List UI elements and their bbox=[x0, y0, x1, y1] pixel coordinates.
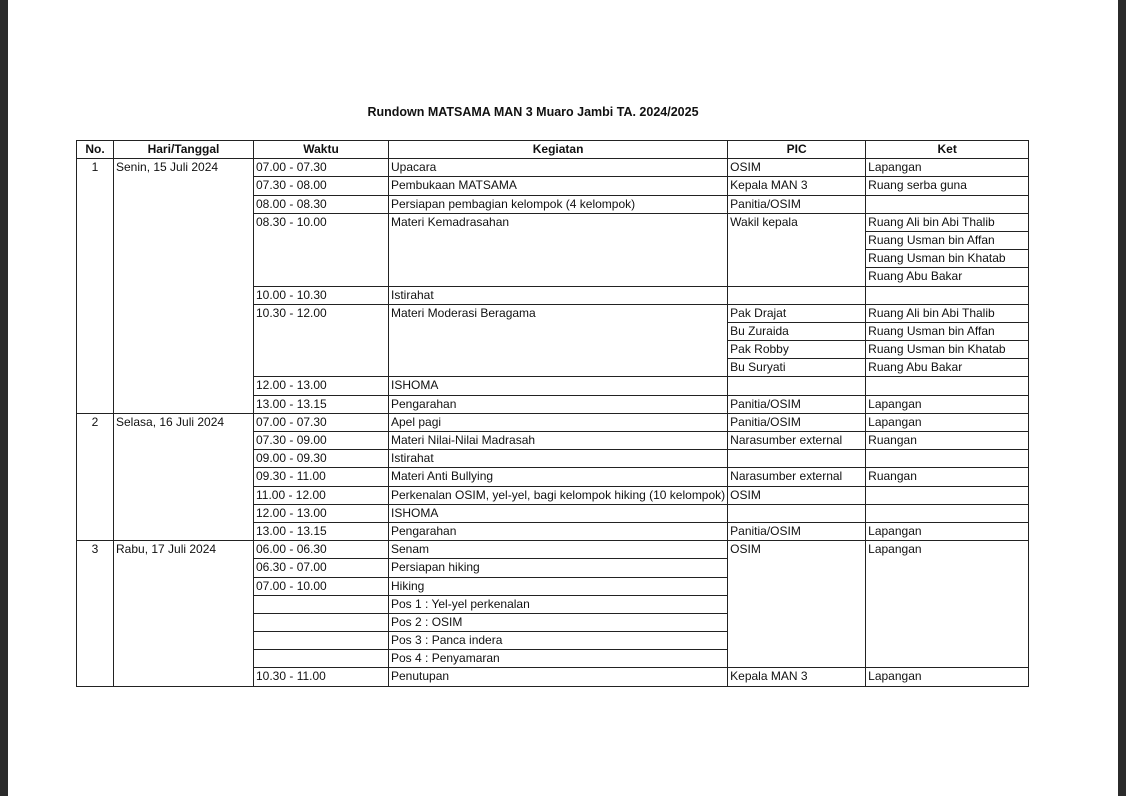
pic-cell: Wakil kepala bbox=[728, 213, 866, 286]
time-cell: 09.30 - 11.00 bbox=[254, 468, 389, 486]
pic-cell: Pak Drajat bbox=[728, 304, 866, 322]
activity-cell: Penutupan bbox=[389, 668, 728, 686]
pic-cell bbox=[728, 504, 866, 522]
pic-cell: Bu Zuraida bbox=[728, 322, 866, 340]
time-cell bbox=[254, 613, 389, 631]
time-cell: 08.00 - 08.30 bbox=[254, 195, 389, 213]
activity-cell: Istirahat bbox=[389, 286, 728, 304]
activity-cell: ISHOMA bbox=[389, 377, 728, 395]
pic-cell bbox=[728, 286, 866, 304]
table-row bbox=[77, 413, 1029, 431]
time-cell: 07.00 - 07.30 bbox=[254, 159, 389, 177]
activity-cell: Apel pagi bbox=[389, 413, 728, 431]
ket-cell: Ruang Ali bin Abi Thalib bbox=[866, 213, 1029, 231]
activity-cell: Persiapan hiking bbox=[389, 559, 728, 577]
ket-cell: Lapangan bbox=[866, 522, 1029, 540]
pic-cell: Panitia/OSIM bbox=[728, 522, 866, 540]
ket-cell: Ruang Usman bin Affan bbox=[866, 231, 1029, 249]
activity-cell: Pos 4 : Penyamaran bbox=[389, 650, 728, 668]
ket-cell: Lapangan bbox=[866, 668, 1029, 686]
table-row bbox=[77, 159, 1029, 177]
activity-cell: Materi Kemadrasahan bbox=[389, 213, 728, 286]
activity-cell: Materi Anti Bullying bbox=[389, 468, 728, 486]
pic-cell: Narasumber external bbox=[728, 432, 866, 450]
activity-cell: Senam bbox=[389, 541, 728, 559]
ket-cell: Ruang serba guna bbox=[866, 177, 1029, 195]
ket-cell: Ruangan bbox=[866, 468, 1029, 486]
ket-cell bbox=[866, 450, 1029, 468]
time-cell: 12.00 - 13.00 bbox=[254, 377, 389, 395]
ket-cell: Lapangan bbox=[866, 395, 1029, 413]
time-cell: 10.30 - 11.00 bbox=[254, 668, 389, 686]
day-number: 2 bbox=[77, 413, 114, 540]
time-cell: 06.30 - 07.00 bbox=[254, 559, 389, 577]
ket-cell: Ruang Abu Bakar bbox=[866, 268, 1029, 286]
time-cell: 12.00 - 13.00 bbox=[254, 504, 389, 522]
activity-cell: Pos 2 : OSIM bbox=[389, 613, 728, 631]
day-date: Selasa, 16 Juli 2024 bbox=[114, 413, 254, 540]
header-activity: Kegiatan bbox=[389, 141, 728, 159]
ket-cell bbox=[866, 486, 1029, 504]
pic-cell: OSIM bbox=[728, 159, 866, 177]
ket-cell bbox=[866, 377, 1029, 395]
header-row bbox=[77, 141, 1029, 159]
activity-cell: Persiapan pembagian kelompok (4 kelompok) bbox=[389, 195, 728, 213]
pic-cell: OSIM bbox=[728, 486, 866, 504]
header-time: Waktu bbox=[254, 141, 389, 159]
pic-cell bbox=[728, 377, 866, 395]
ket-cell: Lapangan bbox=[866, 413, 1029, 431]
pic-cell: Narasumber external bbox=[728, 468, 866, 486]
time-cell: 07.00 - 07.30 bbox=[254, 413, 389, 431]
activity-cell: Hiking bbox=[389, 577, 728, 595]
pic-cell: Panitia/OSIM bbox=[728, 195, 866, 213]
activity-cell: Pos 3 : Panca indera bbox=[389, 632, 728, 650]
ket-cell: Ruang Ali bin Abi Thalib bbox=[866, 304, 1029, 322]
time-cell bbox=[254, 595, 389, 613]
ket-cell: Lapangan bbox=[866, 159, 1029, 177]
activity-cell: Materi Moderasi Beragama bbox=[389, 304, 728, 377]
activity-cell: Pembukaan MATSAMA bbox=[389, 177, 728, 195]
activity-cell: Pengarahan bbox=[389, 395, 728, 413]
rundown-table bbox=[76, 140, 1029, 687]
time-cell: 10.00 - 10.30 bbox=[254, 286, 389, 304]
ket-cell: Ruang Abu Bakar bbox=[866, 359, 1029, 377]
time-cell: 07.30 - 09.00 bbox=[254, 432, 389, 450]
time-cell: 11.00 - 12.00 bbox=[254, 486, 389, 504]
ket-cell bbox=[866, 504, 1029, 522]
time-cell: 08.30 - 10.00 bbox=[254, 213, 389, 286]
ket-cell: Ruangan bbox=[866, 432, 1029, 450]
time-cell: 13.00 - 13.15 bbox=[254, 522, 389, 540]
ket-cell bbox=[866, 286, 1029, 304]
activity-cell: Perkenalan OSIM, yel-yel, bagi kelompok hiking (10 kelompok) bbox=[389, 486, 728, 504]
activity-cell: Upacara bbox=[389, 159, 728, 177]
pic-cell: Kepala MAN 3 bbox=[728, 668, 866, 686]
time-cell bbox=[254, 650, 389, 668]
day-date: Rabu, 17 Juli 2024 bbox=[114, 541, 254, 687]
document-title: Rundown MATSAMA MAN 3 Muaro Jambi TA. 2024/2025 bbox=[367, 105, 699, 119]
table-row bbox=[77, 541, 1029, 559]
day-number: 3 bbox=[77, 541, 114, 687]
time-cell: 07.30 - 08.00 bbox=[254, 177, 389, 195]
pic-cell: OSIM bbox=[728, 541, 866, 668]
activity-cell: Pengarahan bbox=[389, 522, 728, 540]
pic-cell: Bu Suryati bbox=[728, 359, 866, 377]
ket-cell: Ruang Usman bin Khatab bbox=[866, 341, 1029, 359]
day-date: Senin, 15 Juli 2024 bbox=[114, 159, 254, 414]
ket-cell: Lapangan bbox=[866, 541, 1029, 668]
header-day: Hari/Tanggal bbox=[114, 141, 254, 159]
ket-cell: Ruang Usman bin Affan bbox=[866, 322, 1029, 340]
activity-cell: Materi Nilai-Nilai Madrasah bbox=[389, 432, 728, 450]
document-page bbox=[8, 0, 1118, 796]
day-number: 1 bbox=[77, 159, 114, 414]
pic-cell: Pak Robby bbox=[728, 341, 866, 359]
time-cell: 10.30 - 12.00 bbox=[254, 304, 389, 377]
header-no: No. bbox=[77, 141, 114, 159]
pic-cell: Panitia/OSIM bbox=[728, 395, 866, 413]
ket-cell: Ruang Usman bin Khatab bbox=[866, 250, 1029, 268]
activity-cell: Pos 1 : Yel-yel perkenalan bbox=[389, 595, 728, 613]
activity-cell: ISHOMA bbox=[389, 504, 728, 522]
time-cell: 13.00 - 13.15 bbox=[254, 395, 389, 413]
time-cell: 06.00 - 06.30 bbox=[254, 541, 389, 559]
pic-cell bbox=[728, 450, 866, 468]
time-cell: 07.00 - 10.00 bbox=[254, 577, 389, 595]
time-cell: 09.00 - 09.30 bbox=[254, 450, 389, 468]
header-pic: PIC bbox=[728, 141, 866, 159]
pic-cell: Panitia/OSIM bbox=[728, 413, 866, 431]
time-cell bbox=[254, 632, 389, 650]
header-ket: Ket bbox=[866, 141, 1029, 159]
pic-cell: Kepala MAN 3 bbox=[728, 177, 866, 195]
activity-cell: Istirahat bbox=[389, 450, 728, 468]
ket-cell bbox=[866, 195, 1029, 213]
